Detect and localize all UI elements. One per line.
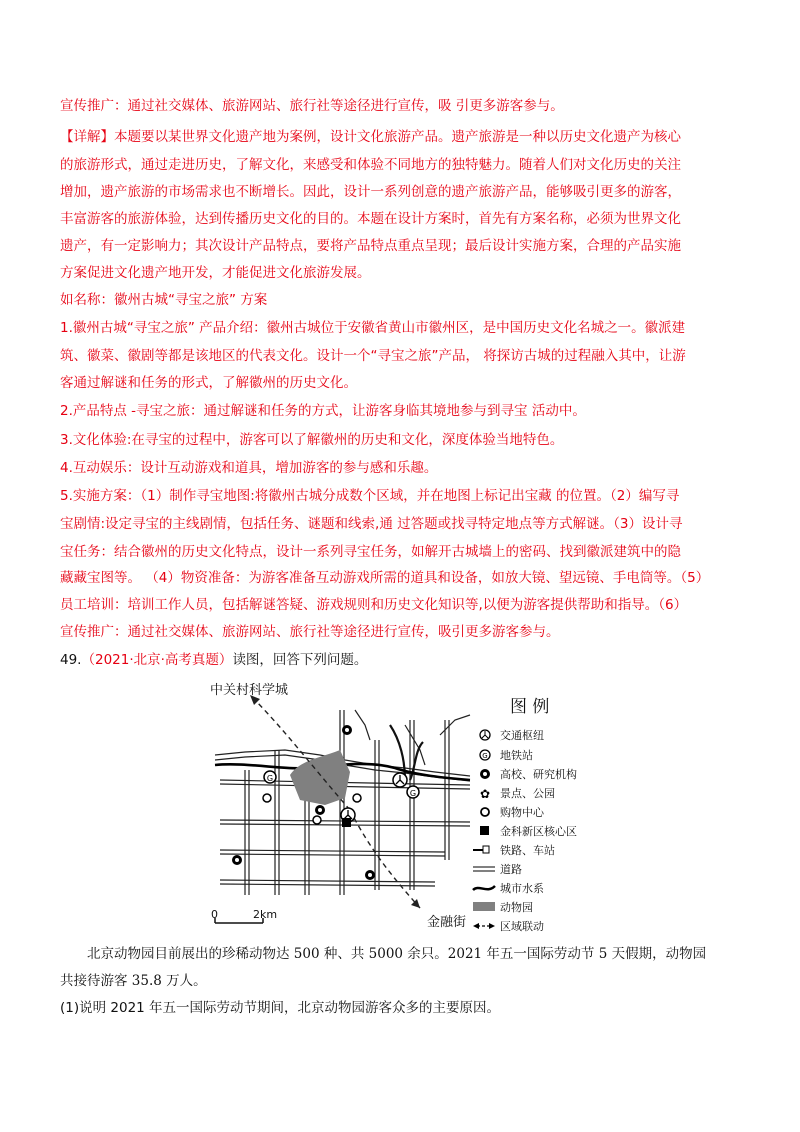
text-line: 【详解】本题要以某世界文化遗产地为案例，设计文化旅游产品。遗产旅游是一种以历史文化遗产为核心 xyxy=(60,129,681,145)
svg-text:✿: ✿ xyxy=(479,787,491,801)
text-line: 1.徽州古城“寻宝之旅” 产品介绍：徽州古城位于安徽省黄山市徽州区，是中国历史文化名城之一。徽派建 xyxy=(60,320,686,336)
question-number: 49. xyxy=(60,652,82,668)
svg-text:G: G xyxy=(266,774,274,783)
sub-question: (1)说明 2021 年五一国际劳动节期间，北京动物园游客众多的主要原因。 xyxy=(60,1000,501,1016)
legend-item: 景点、公园 xyxy=(500,787,555,800)
text-line: 藏藏宝图等。 （4）物资准备：为游客准备互动游戏所需的道具和设备，如放大镜、望远镜、手电筒等。（5） xyxy=(60,570,710,586)
text-line: 4.互动娱乐：设计互动游戏和道具，增加游客的参与感和乐趣。 xyxy=(60,460,438,476)
text-line: 5.实施方案：（1）制作寻宝地图:将徽州古城分成数个区域，并在地图上标记出宝藏 的位置。（2）编写寻 xyxy=(60,488,680,504)
legend-item: 城市水系 xyxy=(500,882,544,895)
text-line: 筑、徽菜、徽剧等都是该地区的代表文化。设计一个“寻宝之旅”产品， 将探访古城的过程融入其中，让游 xyxy=(60,348,686,364)
caption-line: 北京动物园目前展出的珍稀动物达 500 种、共 5000 余只。2021 年五一国际劳动节 5 天假期，动物园 xyxy=(87,946,707,962)
svg-text:2km: 2km xyxy=(253,908,278,921)
map-label-top: 中关村科学城 xyxy=(210,683,289,698)
text-line: 3.文化体验:在寻宝的过程中，游客可以了解徽州的历史和文化，深度体验当地特色。 xyxy=(60,432,564,448)
text-line: 宣传推广：通过社交媒体、旅游网站、旅行社等途径进行宣传，吸引更多游客参与。 xyxy=(60,624,560,640)
zoo-area xyxy=(290,750,350,805)
svg-text:0: 0 xyxy=(211,908,218,921)
question-prompt: 读图，回答下列问题。 xyxy=(232,652,368,668)
svg-text:G: G xyxy=(482,752,488,760)
legend-item: 道路 xyxy=(500,863,522,876)
text-line: 宣传推广：通过社交媒体、旅游网站、旅行社等途径进行宣传，吸 引更多游客参与。 xyxy=(60,98,564,114)
question-header xyxy=(60,650,750,670)
text-line: 如名称：徽州古城“寻宝之旅” 方案 xyxy=(60,292,268,308)
text-line: 2.产品特点 -寻宝之旅：通过解谜和任务的方式，让游客身临其境地参与到寻宝 活动中。 xyxy=(60,403,586,419)
text-line: 增加，遗产旅游的市场需求也不断增长。因此，设计一系列创意的遗产旅游产品，能够吸引更多的游客， xyxy=(60,184,681,200)
legend-item: 交通枢纽 xyxy=(500,729,544,742)
legend-item: 动物园 xyxy=(500,901,533,914)
legend-item: 高校、研究机构 xyxy=(500,768,577,781)
legend-item: 金科新区核心区 xyxy=(500,825,577,838)
caption-line: 共接待游客 35.8 万人。 xyxy=(60,973,207,989)
legend-item: 购物中心 xyxy=(500,806,544,819)
road-network xyxy=(215,710,470,895)
question-source: （2021·北京·高考真题） xyxy=(81,652,233,668)
text-line: 方案促进文化遗产地开发，才能促进文化旅游发展。 xyxy=(60,265,371,281)
legend-title: 图 例 xyxy=(510,697,550,717)
svg-text:G: G xyxy=(409,789,417,798)
text-line: 丰富游客的旅游体验，达到传播历史文化的目的。本题在设计方案时，首先有方案名称，必须为世界文化 xyxy=(60,211,681,227)
text-line: 客通过解谜和任务的形式，了解徽州的历史文化。 xyxy=(60,375,357,391)
map-label-bottom: 金融街 xyxy=(427,915,467,930)
map-figure xyxy=(205,680,595,938)
text-line: 的旅游形式，通过走进历史，了解文化，来感受和体验不同地方的独特魅力。随着人们对文化历史的关注 xyxy=(60,157,681,173)
text-line: 宝任务：结合徽州的历史文化特点，设计一系列寻宝任务，如解开古城墙上的密码、找到徽派建筑中的隐 xyxy=(60,544,681,560)
legend-item: 区域联动 xyxy=(500,920,544,933)
legend-item: 铁路、车站 xyxy=(500,844,555,857)
scale-bar xyxy=(211,908,277,923)
text-line: 员工培训：培训工作人员，包括解谜答疑、游戏规则和历史文化知识等,以便为游客提供帮助和指导。（6） xyxy=(60,597,688,613)
map-legend xyxy=(473,697,577,933)
text-line: 宝剧情:设定寻宝的主线剧情，包括任务、谜题和线索,通 过答题或找寻特定地点等方式解谜。（3）设计寻 xyxy=(60,516,683,532)
legend-item: 地铁站 xyxy=(500,749,533,762)
text-line: 遗产，有一定影响力；其次设计产品特点，要将产品特点重点呈现；最后设计实施方案，合理的产品实施 xyxy=(60,238,681,254)
